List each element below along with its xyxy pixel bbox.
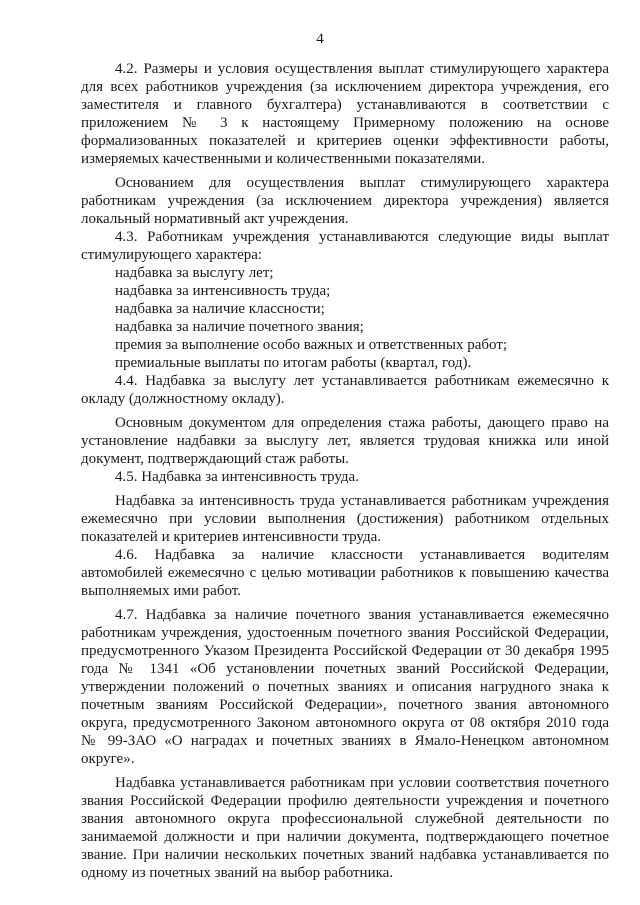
list-item: премиальные выплаты по итогам работы (квартал, год). [115,355,472,371]
paragraph-4-4: 4.4. Надбавка за выслугу лет устанавливается работникам ежемесячно к окладу (должностному окладу). [81,373,609,407]
paragraph-4-2-basis: Основанием для осуществления выплат стимулирующего характера работникам учреждения (за исключением директора учреждения) является локальный нормативный акт учреждения. [81,175,609,227]
paragraph-4-4-document: Основным документом для определения стажа работы, дающего право на установление надбавки за выслугу лет, является трудовая книжка или иной документ, подтверждающий стаж работы. [81,415,609,467]
paragraph-4-3: 4.3. Работникам учреждения устанавливаются следующие виды выплат стимулирующего характера: [81,229,609,263]
list-item: надбавка за наличие классности; [115,301,325,317]
page-number: 4 [316,31,324,47]
paragraph-4-5: 4.5. Надбавка за интенсивность труда. [115,469,359,485]
paragraph-4-2: 4.2. Размеры и условия осуществления выплат стимулирующего характера для всех работников учреждения (за исключением директора учреждения, его заместителя и главного бухгалтера) устанавливаются в соответствии с приложением № 3 к настоящему Примерному положению на основе формализованных показателей и критериев оценки эффективности работы, измеряемых качественными и количественными показателями. [81,61,609,167]
document-body [81,60,609,882]
paragraph-4-6: 4.6. Надбавка за наличие классности устанавливается водителям автомобилей ежемесячно с целью мотивации работников к повышению качества выполняемых ими работ. [81,547,609,599]
paragraph-4-7-condition: Надбавка устанавливается работникам при условии соответствия почетного звания Российской Федерации профилю деятельности учреждения и почетного звания автономного округа профессиональной служебной деятельности по занимаемой должности и при наличии документа, подтверждающего почетное звание. При наличии нескольких почетных званий надбавка устанавливается по одному из почетных званий на выбор работника. [81,775,609,881]
list-item: надбавка за выслугу лет; [115,265,274,281]
list-item: надбавка за наличие почетного звания; [115,319,364,335]
list-item: премия за выполнение особо важных и ответственных работ; [115,337,508,353]
paragraph-4-7: 4.7. Надбавка за наличие почетного звания устанавливается ежемесячно работникам учреждения, удостоенным почетного звания Российской Федерации, предусмотренного Указом Президента Российской Федерации от 30 декабря 1995 года № 1341 «Об установлении почетных званий Российской Федерации, утверждении положений о почетных званиях и описания нагрудного знака к почетным званиям Российской Федерации», почетного звания автономного округа, предусмотренного Законом автономного округа от 08 октября 2010 года № 99-ЗАО «О наградах и почетных званиях в Ямало-Ненецком автономном округе». [81,607,609,767]
paragraph-4-5-condition: Надбавка за интенсивность труда устанавливается работникам учреждения ежемесячно при условии выполнения (достижения) работником отдельных показателей и критериев интенсивности труда. [81,493,609,545]
list-item: надбавка за интенсивность труда; [115,283,331,299]
incentive-types-list [81,264,609,372]
